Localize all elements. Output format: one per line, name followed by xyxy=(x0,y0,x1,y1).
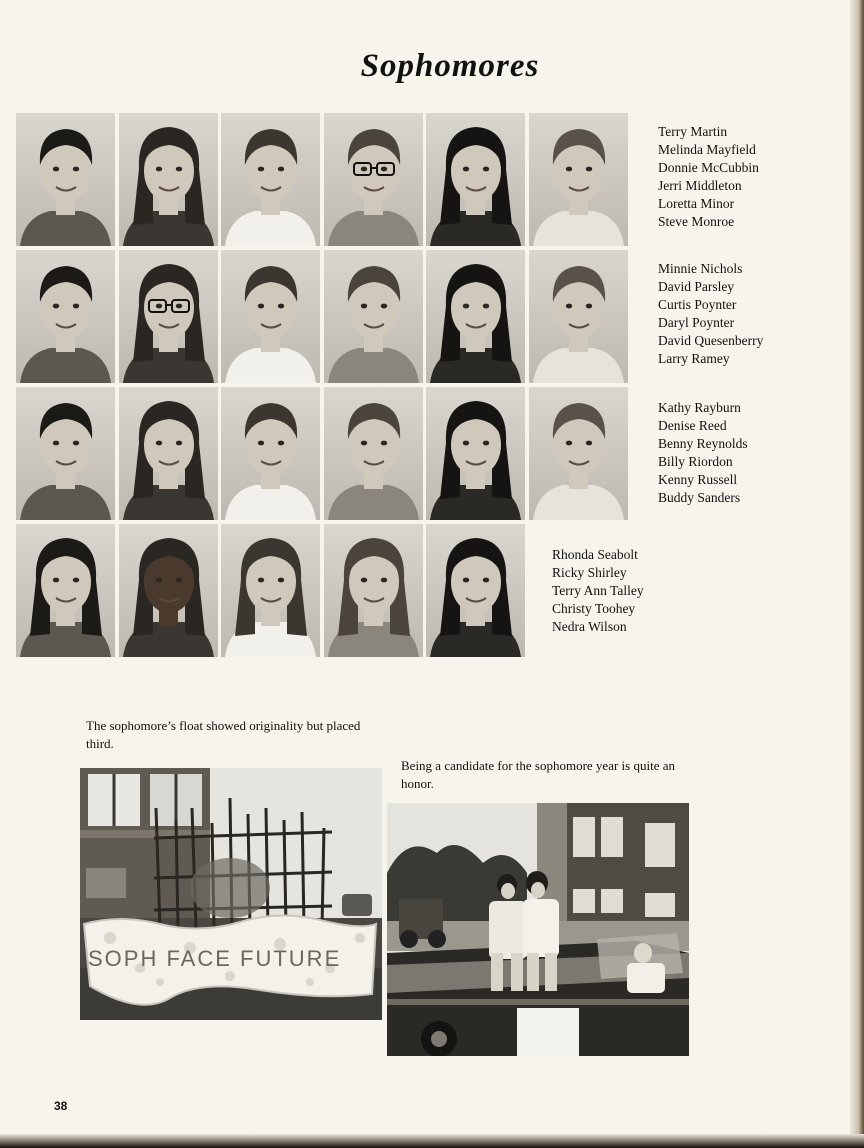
student-portrait xyxy=(119,387,218,520)
student-portrait xyxy=(529,250,628,383)
student-name: Rhonda Seabolt xyxy=(552,547,638,562)
candidate-photo xyxy=(387,803,689,1056)
page-number: 38 xyxy=(54,1099,68,1113)
page-edge xyxy=(0,1134,864,1148)
float-photo xyxy=(80,768,382,1020)
student-name: Jerri Middleton xyxy=(658,178,742,193)
student-portrait xyxy=(426,113,525,246)
student-name: Melinda Mayfield xyxy=(658,142,756,157)
student-portrait xyxy=(426,524,525,657)
student-name: David Parsley xyxy=(658,279,735,294)
student-name: Nedra Wilson xyxy=(552,619,627,634)
student-portrait xyxy=(221,250,320,383)
student-name: Kenny Russell xyxy=(658,472,738,487)
student-portrait xyxy=(324,387,423,520)
student-name: Minnie Nichols xyxy=(658,261,743,276)
student-portrait xyxy=(16,113,115,246)
student-name: Terry Ann Talley xyxy=(552,583,644,598)
student-portrait xyxy=(221,524,320,657)
candidate-caption: Being a candidate for the sophomore year is quite an honor. xyxy=(401,758,675,791)
student-name: Buddy Sanders xyxy=(658,490,741,505)
portrait-grid xyxy=(16,113,632,661)
names-row-2 xyxy=(658,260,763,368)
student-portrait xyxy=(16,250,115,383)
student-portrait xyxy=(221,113,320,246)
student-name: Steve Monroe xyxy=(658,214,735,229)
student-portrait xyxy=(16,387,115,520)
student-name: David Quesenberry xyxy=(658,333,764,348)
student-portrait xyxy=(529,113,628,246)
names-row-4 xyxy=(552,546,644,636)
student-portrait xyxy=(119,250,218,383)
student-name: Kathy Rayburn xyxy=(658,400,741,415)
float-caption: The sophomore’s float showed originality but placed third. xyxy=(86,718,361,751)
page-edge xyxy=(850,0,864,1148)
student-portrait xyxy=(119,524,218,657)
float-sign-text: SOPH FACE FUTURE xyxy=(88,946,342,971)
student-name: Larry Ramey xyxy=(658,351,730,366)
names-row-3 xyxy=(658,399,748,507)
student-name: Daryl Poynter xyxy=(658,315,735,330)
student-portrait xyxy=(426,250,525,383)
student-portrait xyxy=(324,113,423,246)
student-portrait xyxy=(324,524,423,657)
student-name: Donnie McCubbin xyxy=(658,160,759,175)
names-row-1 xyxy=(658,123,759,231)
student-portrait xyxy=(426,387,525,520)
page-title: Sophomores xyxy=(360,48,540,84)
student-name: Loretta Minor xyxy=(658,196,735,211)
student-name: Curtis Poynter xyxy=(658,297,737,312)
student-portrait xyxy=(119,113,218,246)
student-portrait xyxy=(324,250,423,383)
student-name: Ricky Shirley xyxy=(552,565,627,580)
student-name: Denise Reed xyxy=(658,418,727,433)
student-name: Terry Martin xyxy=(658,124,728,139)
student-name: Billy Riordon xyxy=(658,454,733,469)
student-name: Christy Toohey xyxy=(552,601,636,616)
student-portrait xyxy=(529,387,628,520)
student-portrait xyxy=(221,387,320,520)
student-portrait xyxy=(16,524,115,657)
student-name: Benny Reynolds xyxy=(658,436,748,451)
